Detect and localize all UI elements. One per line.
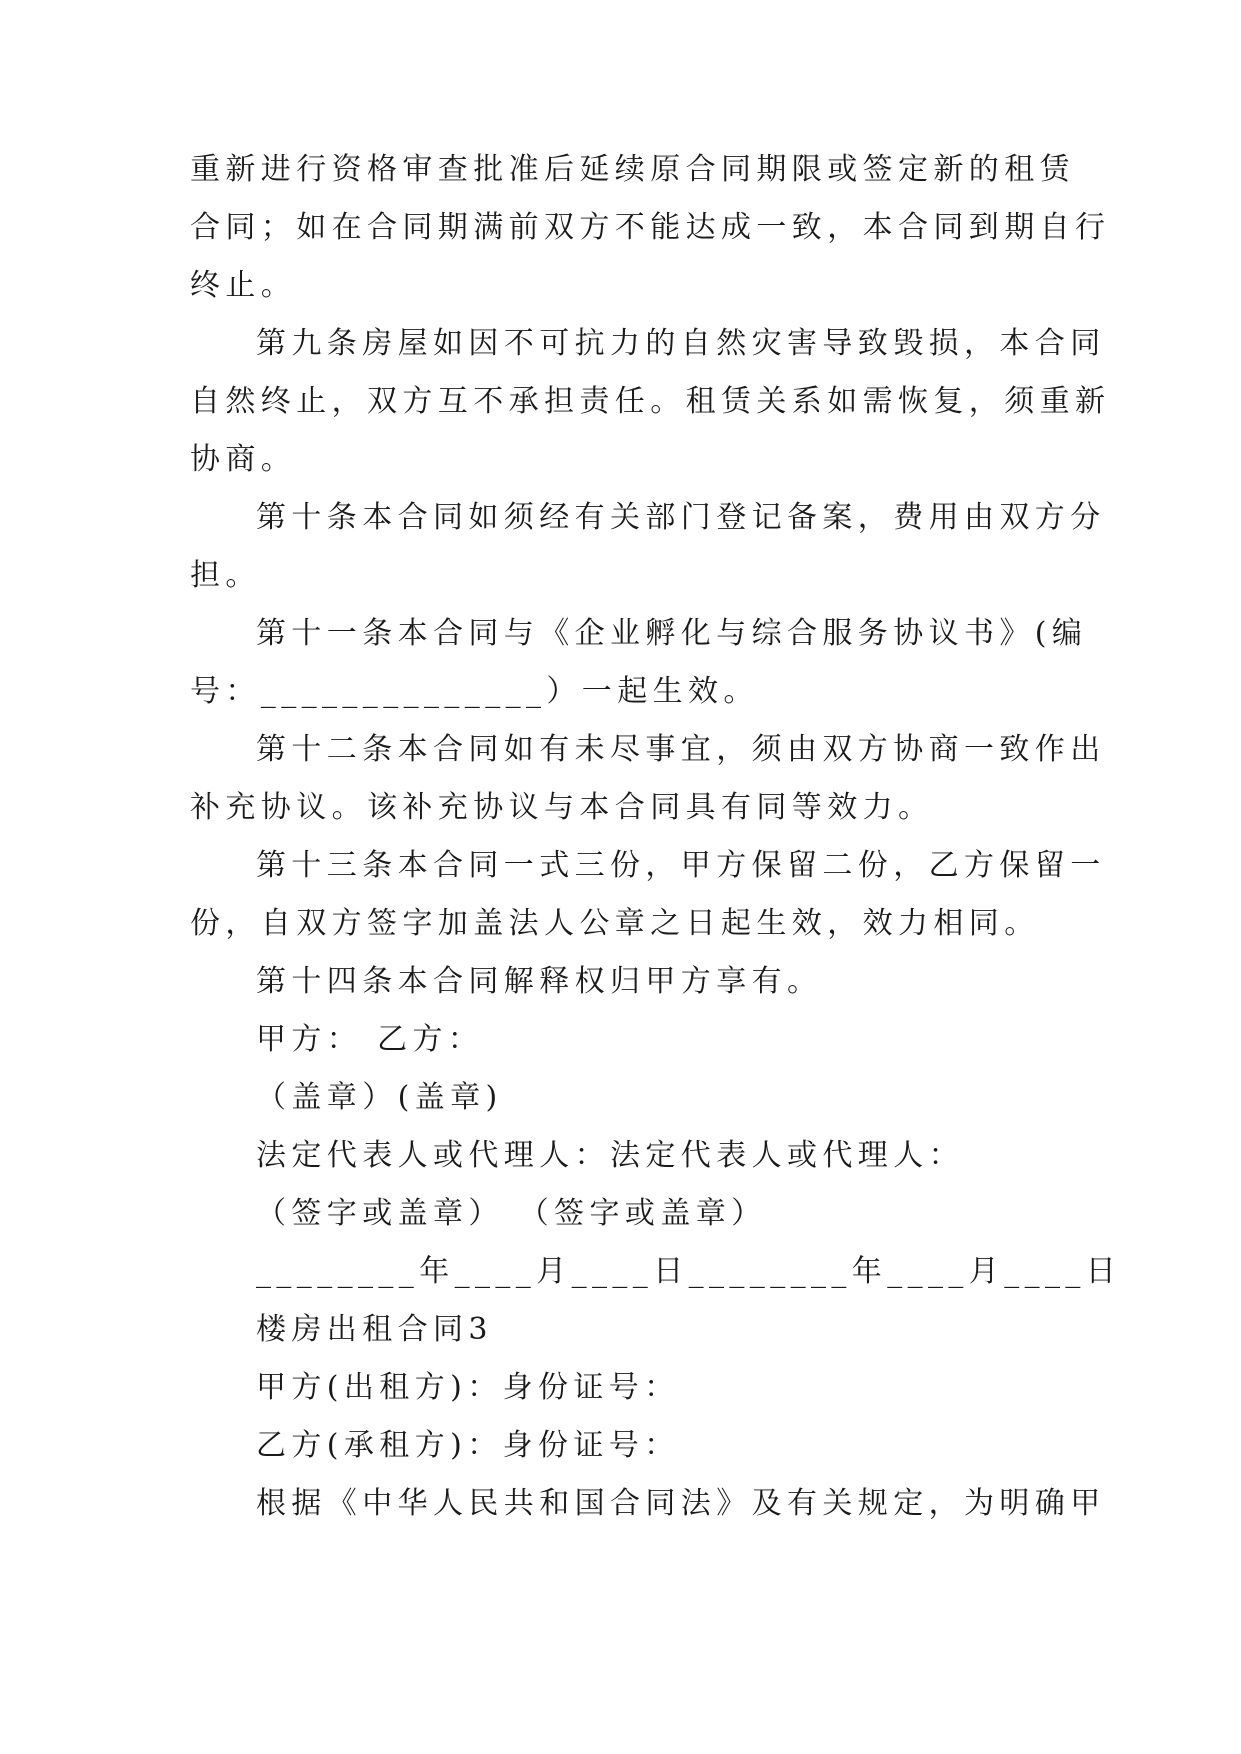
contract-heading: 楼房出租合同3 bbox=[256, 1312, 493, 1347]
text-line: 重新进行资格审查批准后延续原合同期限或签定新的租赁 bbox=[190, 152, 1075, 187]
preamble-line: 根据《中华人民共和国合同法》及有关规定，为明确甲 bbox=[256, 1486, 1106, 1521]
signature-parties: 甲方： 乙方： bbox=[256, 1022, 484, 1057]
date-line: ________年____月____日________年____月____日 bbox=[256, 1254, 1122, 1289]
signature-or-seal-line: （签字或盖章） （签字或盖章） bbox=[256, 1196, 767, 1231]
text-line: 自然终止，双方互不承担责任。租赁关系如需恢复，须重新 bbox=[190, 384, 1111, 419]
text-line: 担。 bbox=[190, 558, 261, 593]
text-line: 终止。 bbox=[190, 268, 297, 303]
clause-13: 第十三条本合同一式三份，甲方保留二份，乙方保留一 bbox=[256, 848, 1106, 883]
party-b-line: 乙方(承租方)：身份证号： bbox=[256, 1428, 680, 1463]
clause-10: 第十条本合同如须经有关部门登记备案，费用由双方分 bbox=[256, 500, 1106, 535]
clause-9: 第九条房屋如因不可抗力的自然灾害导致毁损，本合同 bbox=[256, 326, 1106, 361]
seal-line: （盖章）(盖章) bbox=[256, 1080, 503, 1115]
clause-12: 第十二条本合同如有未尽事宜，须由双方协商一致作出 bbox=[256, 732, 1106, 767]
text-line: 号：______________）一起生效。 bbox=[190, 674, 759, 709]
clause-14: 第十四条本合同解释权归甲方享有。 bbox=[256, 964, 823, 999]
text-line: 合同；如在合同期满前双方不能达成一致，本合同到期自行 bbox=[190, 210, 1111, 245]
party-a-line: 甲方(出租方)：身份证号： bbox=[256, 1370, 680, 1405]
text-line: 补充协议。该补充协议与本合同具有同等效力。 bbox=[190, 790, 934, 825]
representative-line: 法定代表人或代理人：法定代表人或代理人： bbox=[256, 1138, 964, 1173]
text-line: 份，自双方签字加盖法人公章之日起生效，效力相同。 bbox=[190, 906, 1040, 941]
text-line: 协商。 bbox=[190, 442, 297, 477]
clause-11: 第十一条本合同与《企业孵化与综合服务协议书》(编 bbox=[256, 616, 1088, 651]
